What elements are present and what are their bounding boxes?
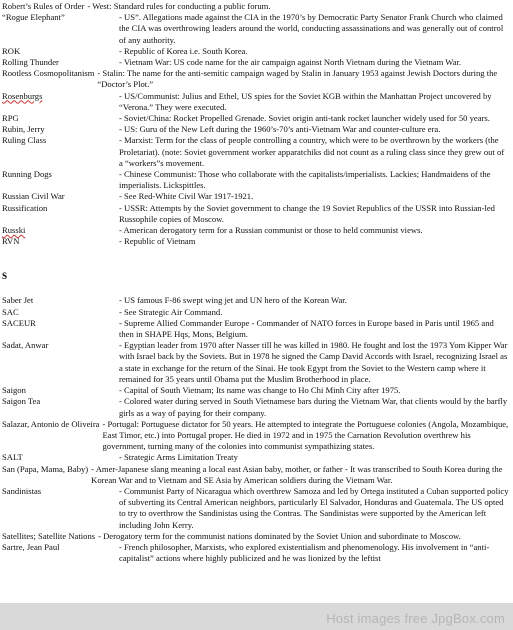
glossary-entry: [2, 225, 510, 236]
entry-term: Russian Civil War: [2, 191, 65, 202]
entry-term: Rubin, Jerry: [2, 124, 45, 135]
entry-term: Sartre, Jean Paul: [2, 541, 60, 552]
glossary-entry: [2, 68, 510, 90]
entry-term: Ruling Class: [2, 135, 47, 146]
entry-definition: - Vietnam War: US code name for the air campaign against North Vietnam during the Vietnam War.: [119, 57, 462, 68]
entry-definition: - US/Communist: Julius and Ethel, US spies for the Soviet KGB within the Manhattan Project uncovered by “Verona.” They were executed.: [119, 90, 492, 112]
glossary-entry: [2, 295, 510, 306]
entry-definition: - Capital of South Vietnam; Its name was change to Ho Chi Minh City after 1975.: [119, 385, 401, 396]
entry-definition: - USSR: Attempts by the Soviet government to change the 19 Soviet Republics of the USSR into Russian-led Russophile copies of Moscow.: [119, 202, 495, 224]
glossary-entry: [2, 91, 510, 113]
glossary-entries: [2, 1, 510, 564]
glossary-entry: [2, 307, 510, 318]
entry-definition: - Derogatory term for the communist nations dominated by the Soviet Union and subordinate to Moscow.: [98, 530, 461, 541]
glossary-entry: [2, 135, 510, 169]
glossary-entry: [2, 452, 510, 463]
entry-term: Rootless Cosmopolitanism: [2, 68, 95, 79]
entry-definition: - Strategic Arms Limitation Treaty: [119, 452, 238, 463]
glossary-entry: [2, 1, 510, 12]
entry-term: Sandinistas: [2, 485, 42, 496]
entry-definition: - Amer-Japanese slang meaning a local east Asian baby, mother, or father - It was transcribed to South Korea during the Korean War and to Vietnam and SE Asia by American soldiers during the Vietnam War.: [91, 463, 503, 485]
entry-definition: - US: Guru of the New Left during the 1960’s-70’s anti-Vietnam War and counter-culture era.: [119, 124, 441, 135]
glossary-entry: [2, 236, 510, 247]
entries-r-section: [2, 1, 510, 247]
entry-definition: - Chinese Communist: Those who collaborate with the capitalists/imperialists. Lackies; Handmaidens of the imperialists. Lickspittles.: [119, 169, 491, 191]
entry-definition: - Republic of Korea i.e. South Korea.: [119, 45, 248, 56]
glossary-entry: [2, 340, 510, 385]
entry-definition: - French philosopher, Marxists, who explored existentialism and phenomenology. His involvement in “anti-capitalist” actions where highly publicized and he was lionized by the leftist: [119, 541, 490, 564]
glossary-entry: [2, 531, 510, 542]
entry-definition: - West: Standard rules for conducting a public forum.: [87, 1, 271, 11]
entry-term: Running Dogs: [2, 169, 52, 180]
entry-term: San (Papa, Mama, Baby): [2, 463, 89, 474]
glossary-entry: [2, 464, 510, 486]
entries-s-section: [2, 295, 510, 564]
entry-term: Salazar, Antonio de Oliveira: [2, 418, 100, 429]
glossary-entry: [2, 203, 510, 225]
entry-definition: - Stalin: The name for the anti-semitic campaign waged by Stalin in January 1953 against Jewish Doctors during the “Doctor’s Plot.”: [97, 68, 498, 90]
section-gap: [2, 247, 510, 269]
glossary-entry: [2, 542, 510, 564]
glossary-entry: [2, 396, 510, 418]
entry-definition: - See Red-White Civil War 1917-1921.: [119, 191, 254, 202]
glossary-entry: [2, 57, 510, 68]
entry-definition: - See Strategic Air Command.: [119, 306, 223, 317]
entry-definition: - US famous F-86 swept wing jet and UN hero of the Korean War.: [119, 295, 347, 306]
glossary-entry: [2, 113, 510, 124]
glossary-entry: [2, 486, 510, 531]
entry-term: Saigon: [2, 385, 26, 396]
entry-term: RVN: [2, 236, 20, 247]
entry-term: “Rogue Elephant”: [2, 12, 65, 23]
entry-definition: - Supreme Allied Commander Europe - Commander of NATO forces in Europe based in Paris until 1965 and then in SHAPE Hqs, Mons, Belgium.: [119, 317, 494, 340]
entry-term: Robert’s Rules of Order: [2, 1, 85, 11]
entry-definition: - Marxist: Term for the class of people controlling a country, which were to be overthrown by the workers (the Proletariat). (note: Soviet government worker apparatchiks did not count as a ruling class since they grew out of a “workers”s movement.: [119, 135, 505, 168]
entry-term: Rosenburgs: [2, 90, 43, 101]
entry-definition: - Egyptian leader from 1970 after Nasser till he was killed in 1980. He fought and lost the 1973 Yom Kipper War with Israel back by the Soviets. But in 1978 he signed the Camp David Accords with Israel, recognizing Israel as a state in exchange for the return of the Sinai. He took Egypt from the Soviet to the Western camp where it remained for 35 years until Obama put the Muslim Brotherhood in place.: [119, 340, 508, 384]
entry-term: Rolling Thunder: [2, 57, 59, 68]
entry-term: SALT: [2, 452, 23, 463]
glossary-entry: [2, 318, 510, 340]
entry-term: Saber Jet: [2, 295, 34, 306]
entry-term: SAC: [2, 306, 19, 317]
glossary-entry: [2, 12, 510, 46]
glossary-entry: [2, 191, 510, 202]
entry-definition: - Colored water during served in South Vietnamese bars during the Vietnam War, that clients would by the barfly girls as a way of paying for their company.: [119, 396, 508, 418]
glossary-entry: [2, 46, 510, 57]
entry-term: Saigon Tea: [2, 396, 41, 407]
entry-term: Russki: [2, 225, 26, 236]
glossary-entry: [2, 419, 510, 453]
entry-definition: - Soviet/China: Rocket Propelled Grenade. Soviet origin anti-tank rocket launcher widely used for 50 years.: [119, 113, 490, 124]
watermark-footer: Host images free JpgBox.com: [326, 611, 505, 626]
entry-term: Satellites; Satellite Nations: [2, 530, 96, 541]
entry-term: RPG: [2, 113, 19, 124]
glossary-entry: [2, 385, 510, 396]
entry-definition: - Republic of Vietnam: [119, 236, 196, 247]
glossary-entry: [2, 169, 510, 191]
entry-definition: - Communist Party of Nicaragua which overthrew Samoza and led by Ortega instituted a Cuban supported policy of subverting its Central American neighbors, particularly El Salvador, Honduras and Guatemala. The US opted to try to overthrow the Sandinistas using the Contras. The Sandinistas were supported by the American left including John Kerry.: [119, 485, 509, 530]
entry-term: Russification: [2, 202, 48, 213]
glossary-entry: [2, 124, 510, 135]
entry-definition: - Portugal: Portuguese dictator for 50 years. He attempted to integrate the Portuguese colonies (Angola, Mozambique, East Timor, etc.) into Portugal proper. He died in 1972 and in 1975 the Carnation Revolution overthrew his government, turning many of the colonies into communist sympathizing states.: [102, 418, 509, 452]
entry-term: Sadat, Anwar: [2, 340, 49, 351]
entry-definition: - American derogatory term for a Russian communist or those to held communist views.: [119, 225, 423, 236]
entry-term: ROK: [2, 45, 21, 56]
heading-gap: [2, 283, 510, 295]
entry-definition: - US”. Allegations made against the CIA in the 1970’s by Democratic Party Senator Frank Church who claimed the CIA was overthrowing leaders around the world, conducting assassinations and was generally out of control of any authority.: [119, 12, 504, 45]
section-letter-heading: S: [2, 271, 8, 282]
entry-term: SACEUR: [2, 317, 36, 328]
